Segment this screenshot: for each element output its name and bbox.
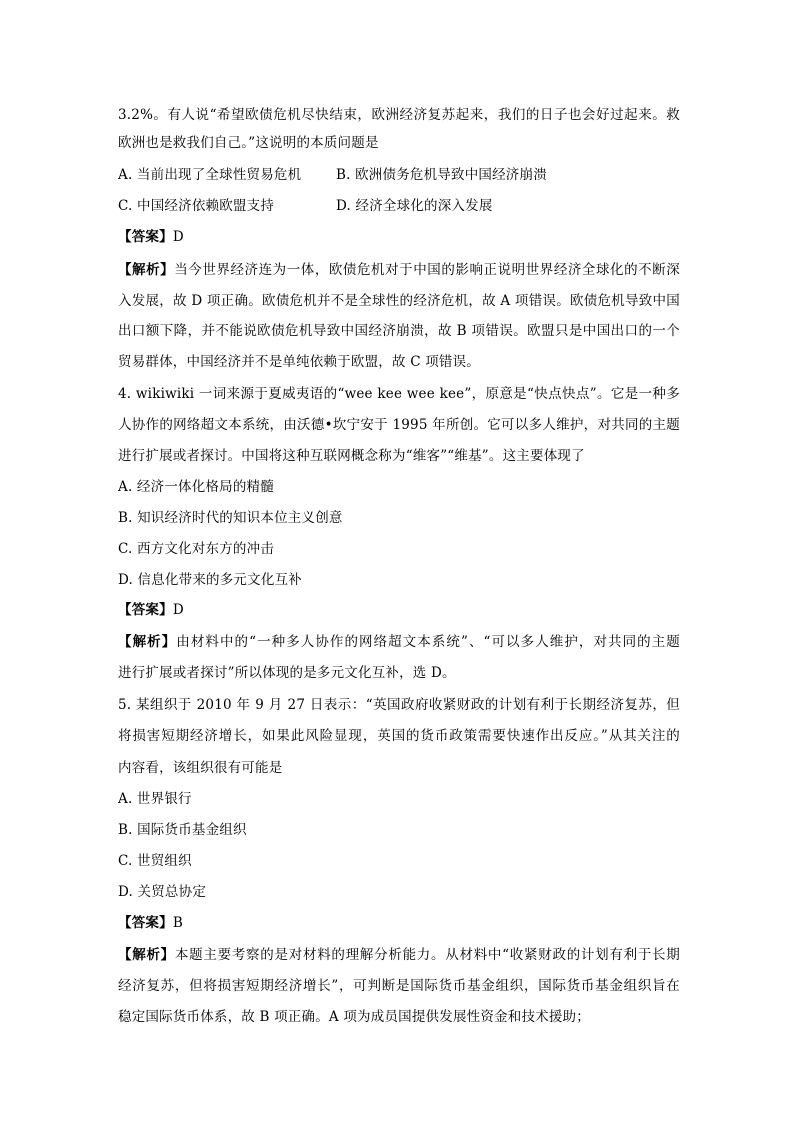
answer-value: B — [172, 915, 183, 931]
analysis-text: 本题主要考察的是对材料的理解分析能力。从材料中“收紧财政的计划有利于长期 — [174, 947, 680, 963]
q4-option-d: D. 信息化带来的多元文化互补 — [118, 572, 302, 588]
answer-label: 【答案】 — [118, 602, 173, 618]
analysis-label: 【解析】 — [118, 634, 177, 650]
q5-option-a: A. 世界银行 — [118, 791, 192, 807]
q4-stem-line-1: 4. wikiwiki 一词来源于夏威夷语的“wee kee wee kee”，原意是“快点快点”。它是一种多 — [118, 386, 680, 402]
q3-option-c: C. 中国经济依赖欧盟支持 — [118, 198, 275, 214]
q5-analysis-line-2: 经济复苏，但将损害短期经济增长”，可判断是国际货币基金组织，国际货币基金组织旨在 — [118, 978, 680, 994]
q5-stem-line-1: 5. 某组织于 2010 年 9 月 27 日表示：“英国政府收紧财政的计划有利于长期经济复苏，但 — [118, 697, 680, 713]
analysis-text: 当今世界经济连为一体，欧债危机对于中国的影响正说明世界经济全球化的不断深 — [174, 262, 680, 278]
answer-value: D — [172, 602, 184, 618]
q4-analysis-line-2: 进行扩展或者探讨”所以体现的是多元文化互补，选 D。 — [118, 665, 456, 681]
q3-option-b: B. 欧洲债务危机导致中国经济崩溃 — [336, 167, 547, 183]
q5-analysis-line-1 — [118, 946, 680, 964]
answer-label: 【答案】 — [118, 915, 173, 931]
q4-answer — [118, 601, 680, 619]
analysis-label: 【解析】 — [118, 947, 175, 963]
q3-answer — [118, 228, 680, 246]
q5-option-b: B. 国际货币基金组织 — [118, 822, 247, 838]
q3-analysis-line-2: 入发展，故 D 项正确。欧债危机并不是全球性的经济危机，故 A 项错误。欧债危机导致中国 — [118, 293, 680, 309]
q3-stem-line-2: 欧洲也是救我们自己。”这说明的本质问题是 — [118, 135, 379, 151]
q4-analysis-line-1 — [118, 633, 680, 651]
q4-option-a: A. 经济一体化格局的精髓 — [118, 479, 274, 495]
q4-option-c: C. 西方文化对东方的冲击 — [118, 541, 275, 557]
q3-analysis-line-1 — [118, 261, 680, 279]
q5-analysis-line-3: 稳定国际货币体系，故 B 项正确。A 项为成员国提供发展性资金和技术援助； — [118, 1009, 590, 1025]
analysis-text: 由材料中的“一种多人协作的网络超文本系统”、“可以多人维护，对共同的主题 — [176, 634, 680, 650]
q3-stem-line-1: 3.2%。有人说“希望欧债危机尽快结束，欧洲经济复苏起来，我们的日子也会好过起来。救 — [118, 107, 680, 123]
answer-value: D — [172, 229, 184, 245]
q3-analysis-line-3: 出口额下降，并不能说欧债危机导致中国经济崩溃，故 B 项错误。欧盟只是中国出口的一个 — [118, 323, 680, 339]
q5-option-d: D. 关贸总协定 — [118, 884, 207, 900]
q3-options-row-1 — [118, 166, 680, 184]
q3-options-row-2 — [118, 197, 680, 215]
analysis-label: 【解析】 — [118, 262, 175, 278]
q5-answer — [118, 914, 680, 932]
answer-label: 【答案】 — [118, 229, 173, 245]
q5-stem-line-2: 将损害短期经济增长，如果此风险显现，英国的货币政策需要快速作出反应。”从其关注的 — [118, 728, 680, 744]
q4-option-b: B. 知识经济时代的知识本位主义创意 — [118, 510, 343, 526]
q3-analysis-line-4: 贸易群体，中国经济并不是单纯依赖于欧盟，故 C 项错误。 — [118, 354, 481, 370]
q4-stem-line-3: 进行扩展或者探讨。中国将这种互联网概念称为“维客”“维基”。这主要体现了 — [118, 448, 585, 464]
q5-option-c: C. 世贸组织 — [118, 853, 192, 869]
q5-stem-line-3: 内容看，该组织很有可能是 — [118, 760, 283, 776]
q3-option-a: A. 当前出现了全球性贸易危机 — [118, 167, 302, 183]
q3-option-d: D. 经济全球化的深入发展 — [336, 198, 493, 214]
q4-stem-line-2: 人协作的网络超文本系统，由沃德•坎宁安于 1995 年所创。它可以多人维护，对共同的主题 — [118, 417, 680, 433]
